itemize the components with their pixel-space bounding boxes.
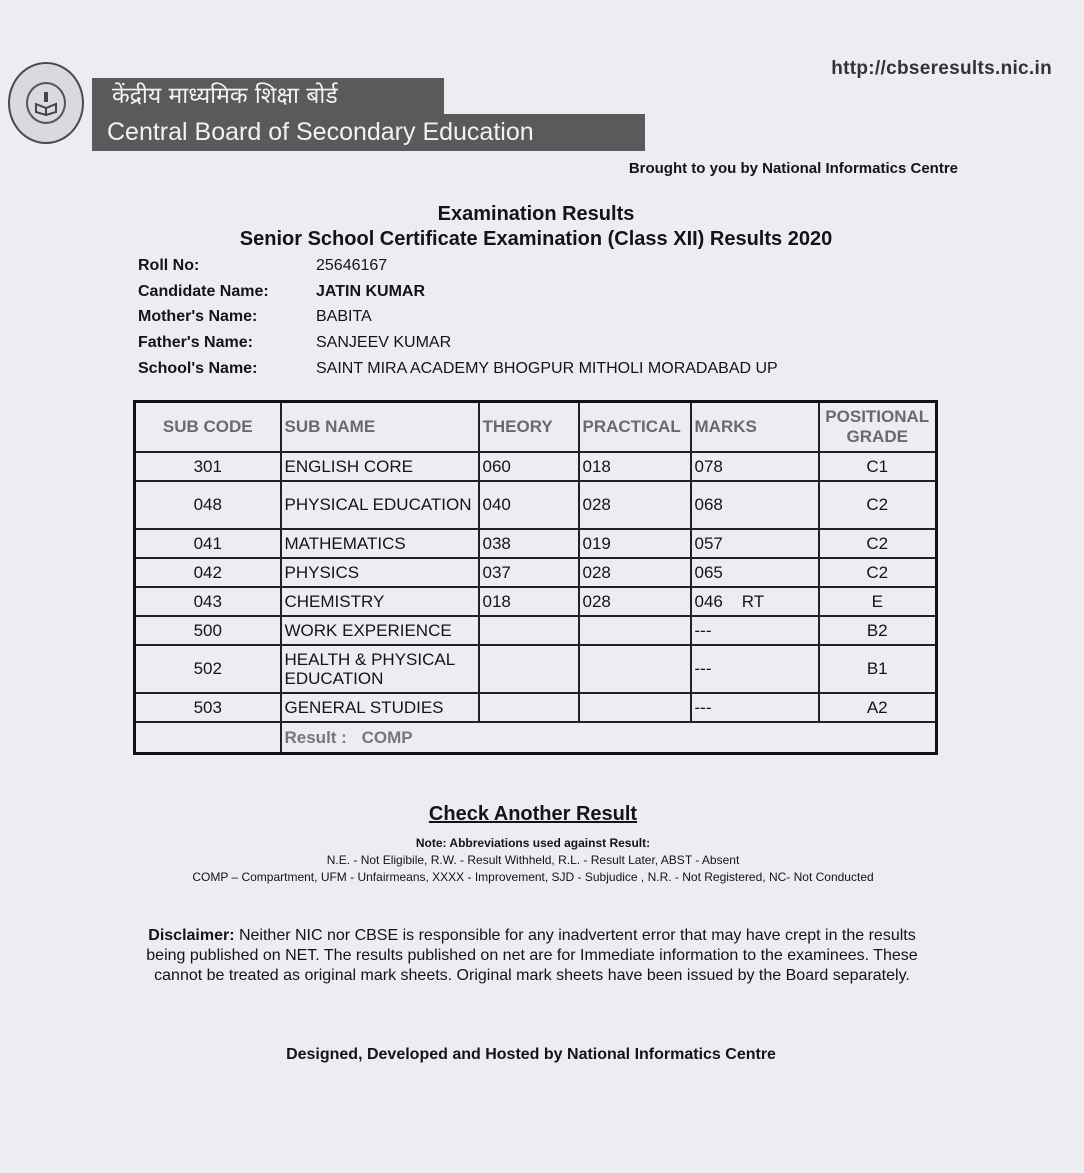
page-subtitle: Senior School Certificate Examination (Class XII) Results 2020 bbox=[239, 228, 833, 250]
page-title: Examination Results bbox=[437, 203, 635, 225]
seal-emblem bbox=[26, 82, 66, 124]
table-row bbox=[135, 693, 937, 722]
roll-no-value: 25646167 bbox=[316, 257, 388, 274]
result-empty-cell bbox=[135, 722, 281, 754]
school-name-value: SAINT MIRA ACADEMY BHOGPUR MITHOLI MORADABAD UP bbox=[316, 360, 778, 377]
practical-cell: 028 bbox=[579, 558, 691, 587]
theory-cell: 038 bbox=[479, 529, 579, 558]
sub-name-cell: CHEMISTRY bbox=[281, 587, 479, 616]
practical-cell: 028 bbox=[579, 587, 691, 616]
disclaimer-block bbox=[132, 926, 932, 986]
grade-cell: B1 bbox=[819, 645, 937, 693]
grade-cell: B2 bbox=[819, 616, 937, 645]
sub-code-cell: 503 bbox=[135, 693, 281, 722]
theory-cell bbox=[479, 645, 579, 693]
grade-cell: C1 bbox=[819, 452, 937, 481]
table-row bbox=[135, 558, 937, 587]
marks-cell: 057 bbox=[691, 529, 819, 558]
results-table bbox=[133, 400, 938, 755]
grade-cell: C2 bbox=[819, 529, 937, 558]
marks-cell: 046 RT bbox=[691, 587, 819, 616]
board-hindi-title: केंद्रीय माध्यमिक शिक्षा बोर्ड bbox=[92, 78, 444, 114]
brought-by-text: Brought to you by National Informatics Centre bbox=[628, 160, 958, 177]
sub-name-cell: MATHEMATICS bbox=[281, 529, 479, 558]
header-marks: MARKS bbox=[691, 402, 819, 452]
roll-no-label: Roll No: bbox=[138, 257, 200, 274]
practical-cell: 028 bbox=[579, 481, 691, 529]
result-value: COMP bbox=[361, 727, 413, 747]
sub-code-cell: 041 bbox=[135, 529, 281, 558]
table-row bbox=[135, 452, 937, 481]
disclaimer-text: Neither NIC nor CBSE is responsible for any inadvertent error that may have crept in the results being published on NET. The results published on net are for Immediate information to the examinees. These cannot be treated as original mark sheets. Original mark sheets have been issued by the Board separately. bbox=[146, 927, 918, 984]
father-name-label: Father's Name: bbox=[138, 334, 253, 351]
result-cell bbox=[281, 722, 937, 754]
table-row bbox=[135, 529, 937, 558]
candidate-name-value: JATIN KUMAR bbox=[316, 283, 426, 300]
header-positional-grade: POSITIONAL GRADE bbox=[819, 402, 937, 452]
theory-cell bbox=[479, 616, 579, 645]
marks-cell: --- bbox=[691, 693, 819, 722]
practical-cell bbox=[579, 693, 691, 722]
result-row bbox=[135, 722, 937, 754]
footer-credit: Designed, Developed and Hosted by National Informatics Centre bbox=[286, 1046, 776, 1063]
sub-code-cell: 502 bbox=[135, 645, 281, 693]
header-sub-name: SUB NAME bbox=[281, 402, 479, 452]
sub-name-cell: PHYSICAL EDUCATION bbox=[281, 481, 479, 529]
candidate-name-label: Candidate Name: bbox=[138, 283, 269, 300]
sub-name-cell: GENERAL STUDIES bbox=[281, 693, 479, 722]
sub-code-cell: 500 bbox=[135, 616, 281, 645]
note-title: Note: Abbreviations used against Result: bbox=[415, 836, 651, 850]
sub-code-cell: 301 bbox=[135, 452, 281, 481]
grade-cell: A2 bbox=[819, 693, 937, 722]
check-another-result-link[interactable]: Check Another Result bbox=[428, 803, 638, 825]
practical-cell bbox=[579, 645, 691, 693]
marks-cell: 078 bbox=[691, 452, 819, 481]
sub-code-cell: 048 bbox=[135, 481, 281, 529]
book-lamp-icon bbox=[34, 90, 58, 116]
theory-cell: 037 bbox=[479, 558, 579, 587]
sub-code-cell: 042 bbox=[135, 558, 281, 587]
grade-cell: E bbox=[819, 587, 937, 616]
theory-cell bbox=[479, 693, 579, 722]
table-row bbox=[135, 481, 937, 529]
practical-cell: 018 bbox=[579, 452, 691, 481]
grade-cell: C2 bbox=[819, 481, 937, 529]
theory-cell: 040 bbox=[479, 481, 579, 529]
school-name-label: School's Name: bbox=[138, 360, 258, 377]
header-theory: THEORY bbox=[479, 402, 579, 452]
theory-cell: 018 bbox=[479, 587, 579, 616]
table-row bbox=[135, 587, 937, 616]
table-row bbox=[135, 645, 937, 693]
table-header-row bbox=[135, 402, 937, 452]
marks-cell: 065 bbox=[691, 558, 819, 587]
sub-name-cell: PHYSICS bbox=[281, 558, 479, 587]
marks-cell: 068 bbox=[691, 481, 819, 529]
header-practical: PRACTICAL bbox=[579, 402, 691, 452]
mother-name-value: BABITA bbox=[316, 308, 372, 325]
grade-cell: C2 bbox=[819, 558, 937, 587]
table-row bbox=[135, 616, 937, 645]
note-line-2: COMP – Compartment, UFM - Unfairmeans, XXXX - Improvement, SJD - Subjudice , N.R. - Not Registered, NC- Not Conducted bbox=[192, 870, 874, 884]
sub-code-cell: 043 bbox=[135, 587, 281, 616]
board-english-title: Central Board of Secondary Education bbox=[92, 114, 645, 151]
practical-cell bbox=[579, 616, 691, 645]
sub-name-cell: WORK EXPERIENCE bbox=[281, 616, 479, 645]
mother-name-label: Mother's Name: bbox=[138, 308, 258, 325]
result-label: Result : bbox=[284, 727, 347, 747]
practical-cell: 019 bbox=[579, 529, 691, 558]
header-sub-code: SUB CODE bbox=[135, 402, 281, 452]
sub-name-cell: HEALTH & PHYSICAL EDUCATION bbox=[281, 645, 479, 693]
theory-cell: 060 bbox=[479, 452, 579, 481]
father-name-value: SANJEEV KUMAR bbox=[316, 334, 452, 351]
site-url: http://cbseresults.nic.in bbox=[831, 58, 1052, 79]
disclaimer-label: Disclaimer: bbox=[148, 927, 235, 944]
marks-cell: --- bbox=[691, 645, 819, 693]
note-line-1: N.E. - Not Eligibile, R.W. - Result Withheld, R.L. - Result Later, ABST - Absent bbox=[326, 853, 740, 867]
sub-name-cell: ENGLISH CORE bbox=[281, 452, 479, 481]
marks-cell: --- bbox=[691, 616, 819, 645]
cbse-seal-icon bbox=[8, 62, 84, 144]
